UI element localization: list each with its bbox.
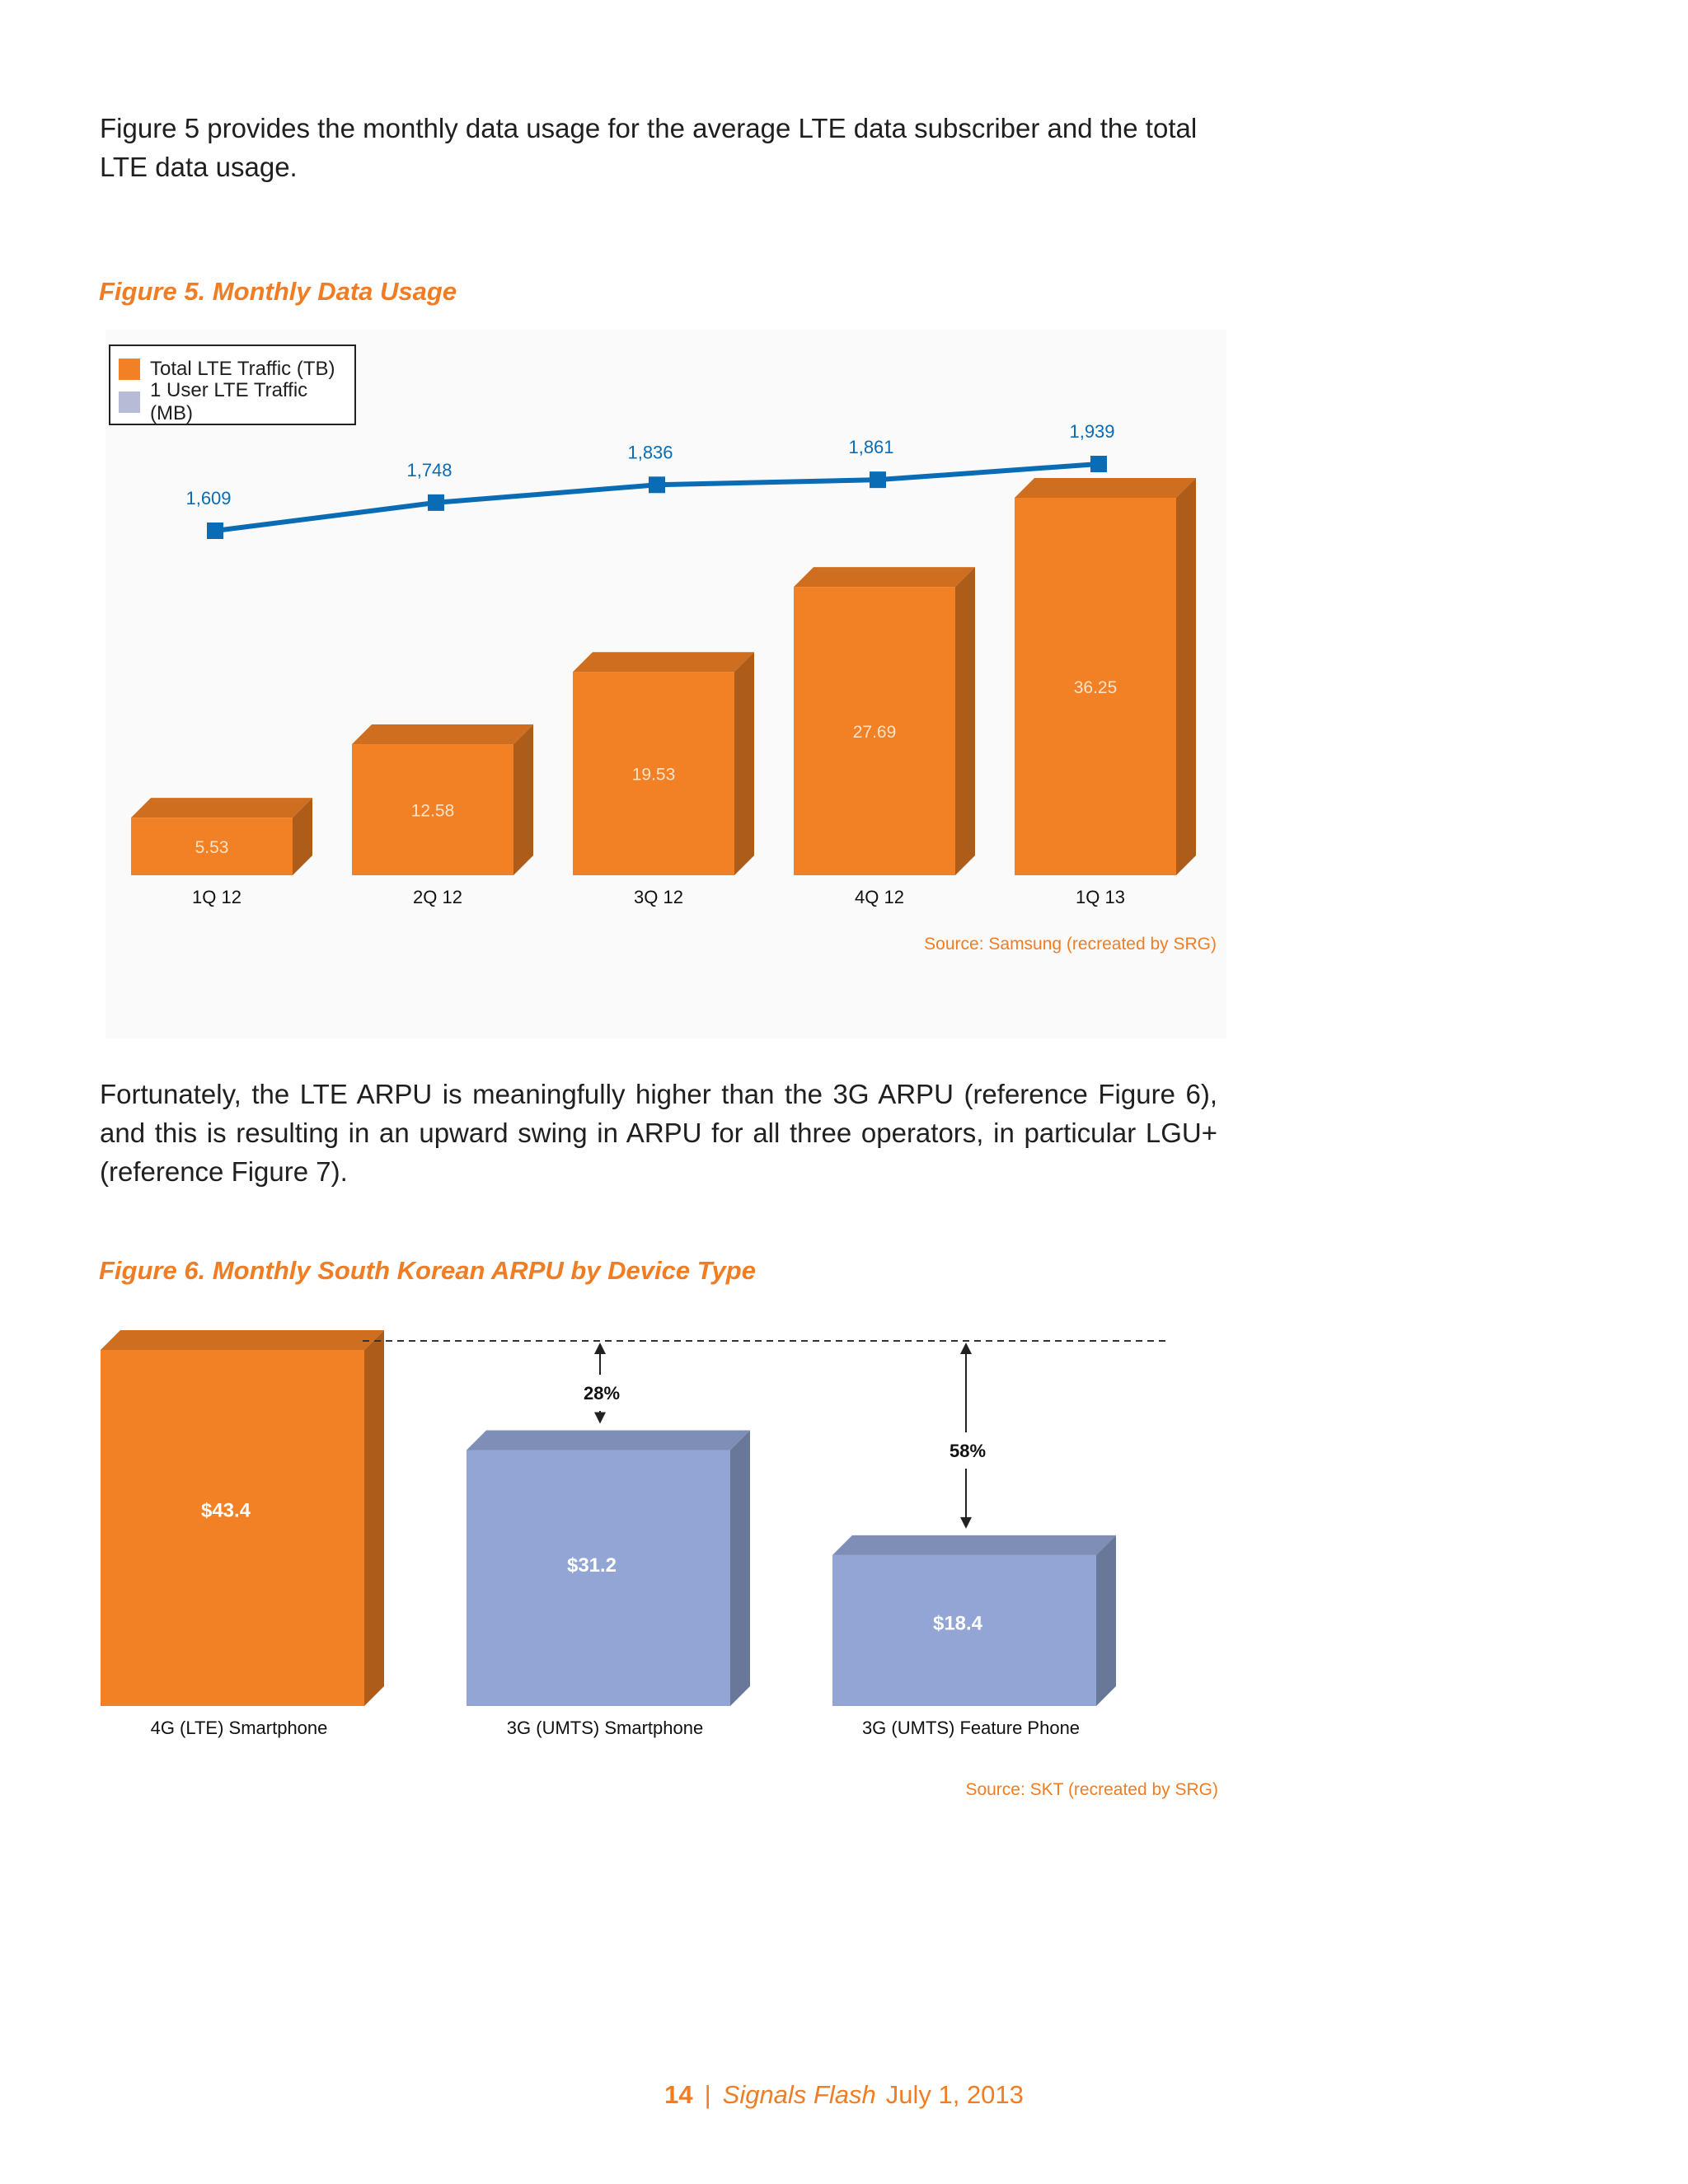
- x-tick-label: 3G (UMTS) Smartphone: [506, 1718, 704, 1738]
- intro-paragraph: Figure 5 provides the monthly data usage for the average LTE data subscriber and the total LTE data usage.: [100, 113, 1198, 182]
- bar-value-label: $43.4: [200, 1499, 251, 1522]
- bar-arpu-side: [364, 1330, 384, 1706]
- figure6-caption: Figure 6. Monthly South Korean ARPU by Device Type: [99, 1256, 756, 1285]
- bar-arpu-top: [467, 1430, 750, 1450]
- footer-separator: |: [704, 2080, 711, 2109]
- arrow-head-down: [594, 1412, 606, 1423]
- arrow-head-down: [960, 1517, 972, 1529]
- line-value-label: 1,748: [406, 459, 452, 480]
- publication-date: July 1, 2013: [885, 2080, 1024, 2109]
- bar-value-label: $18.4: [932, 1612, 983, 1635]
- bar-value-label: 5.53: [195, 838, 229, 858]
- bar-arpu-top: [101, 1330, 384, 1350]
- legend-label-user-traffic: 1 User LTE Traffic (MB): [150, 379, 308, 424]
- x-tick-label: 4G (LTE) Smartphone: [150, 1718, 328, 1738]
- bar-value-label: 27.69: [852, 723, 897, 743]
- figure5-source: Source: Samsung (recreated by SRG): [924, 935, 1217, 954]
- bar-arpu-side: [1096, 1535, 1116, 1706]
- x-tick-label: 1Q 13: [1076, 887, 1125, 907]
- bar-value-label: 36.25: [1073, 678, 1118, 697]
- x-tick-label: 4Q 12: [855, 887, 904, 907]
- legend-label-total-traffic: Total LTE Traffic (TB): [150, 358, 335, 380]
- arpu-paragraph: Fortunately, the LTE ARPU is meaningfully higher than the 3G ARPU (reference Figure 6), and this is resulting in an upward swing in ARPU for all three operators, in particular LGU+ (reference Figure 7).: [100, 1079, 1217, 1187]
- x-tick-label: 2Q 12: [413, 887, 462, 907]
- line-value-label: 1,609: [185, 488, 232, 509]
- bar-arpu: [467, 1450, 730, 1706]
- x-tick-label: 1Q 12: [192, 887, 241, 907]
- bar-value-label: $31.2: [566, 1554, 617, 1577]
- arrow-head-up: [594, 1343, 606, 1354]
- page-number: 14: [664, 2080, 693, 2109]
- arrow-head-up: [960, 1343, 972, 1354]
- difference-label: 58%: [949, 1441, 987, 1461]
- line-value-label: 1,836: [627, 442, 673, 463]
- bar-value-label: 12.58: [410, 801, 455, 821]
- figure5-caption: Figure 5. Monthly Data Usage: [99, 277, 457, 306]
- x-tick-label: 3Q 12: [634, 887, 683, 907]
- bar-arpu-side: [730, 1430, 750, 1706]
- line-value-label: 1,861: [848, 437, 894, 458]
- x-tick-label: 3G (UMTS) Feature Phone: [861, 1718, 1081, 1738]
- figure6-source: Source: SKT (recreated by SRG): [965, 1780, 1218, 1799]
- difference-label: 28%: [583, 1383, 621, 1404]
- bar-arpu-top: [832, 1535, 1116, 1555]
- publication-name: Signals Flash: [722, 2080, 876, 2109]
- line-value-label: 1,939: [1069, 421, 1115, 442]
- page-footer: [0, 2080, 1688, 2110]
- bar-value-label: 19.53: [631, 765, 676, 785]
- bar-arpu: [101, 1350, 364, 1706]
